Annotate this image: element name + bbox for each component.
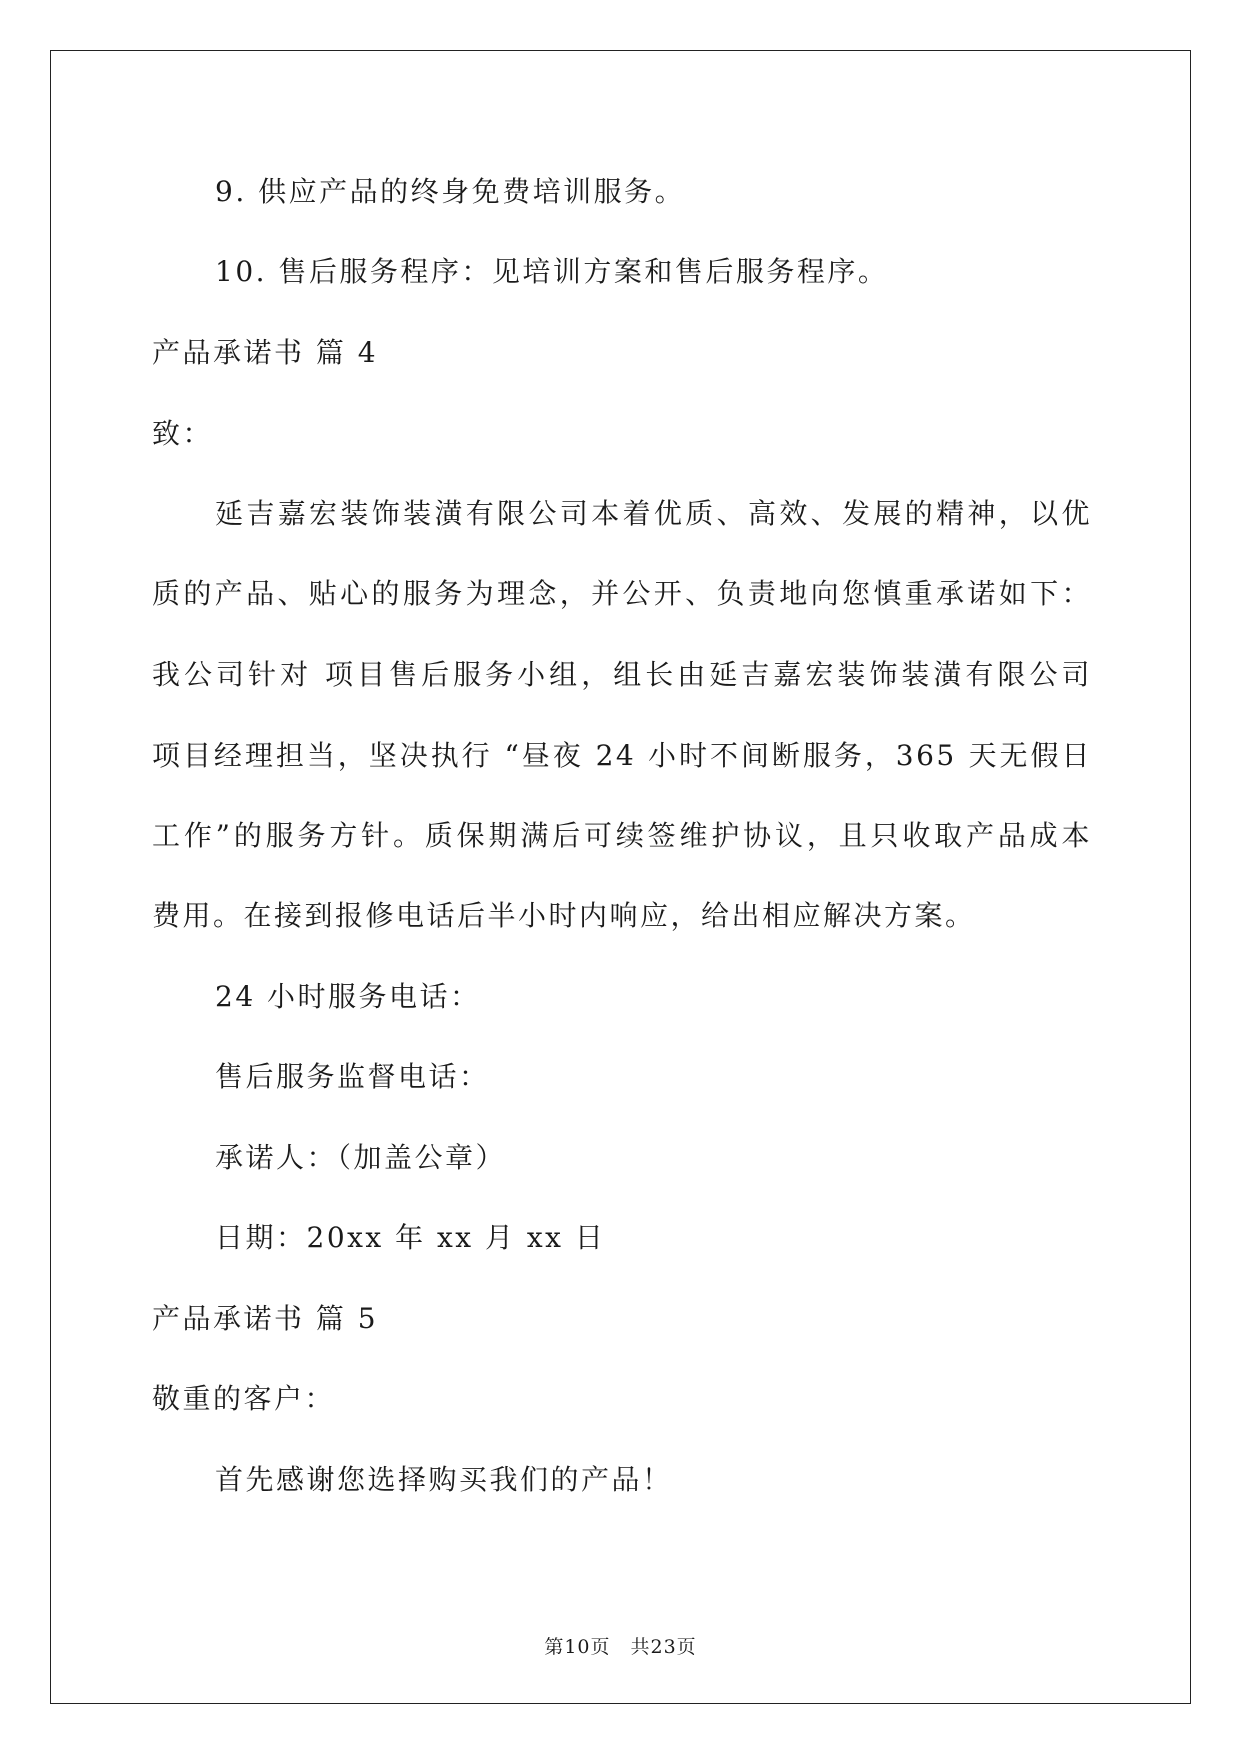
paragraph-line: 项目经理担当，坚决执行 “昼夜 24 小时不间断服务，365 天无假日 [152, 739, 1092, 772]
salutation-5: 敬重的客户： [152, 1382, 336, 1415]
section-heading-5: 产品承诺书 篇 5 [152, 1302, 379, 1335]
supervision-phone: 售后服务监督电话： [215, 1060, 490, 1093]
service-phone: 24 小时服务电话： [215, 980, 481, 1013]
page-total: 共23页 [630, 1636, 697, 1658]
paragraph-line: 工作”的服务方针。质保期满后可续签维护协议，且只收取产品成本 [152, 819, 1092, 852]
salutation-4: 致： [152, 417, 214, 450]
item-9: 9. 供应产品的终身免费培训服务。 [215, 175, 686, 208]
page-footer [0, 1632, 1241, 1659]
item-10: 10. 售后服务程序：见培训方案和售后服务程序。 [215, 255, 889, 288]
paragraph-line: 延吉嘉宏装饰装潢有限公司本着优质、高效、发展的精神，以优 [215, 497, 1092, 530]
paragraph-line: 质的产品、贴心的服务为理念，并公开、负责地向您慎重承诺如下： [152, 577, 1092, 610]
date: 日期：20xx 年 xx 月 xx 日 [215, 1221, 606, 1254]
paragraph-line: 首先感谢您选择购买我们的产品！ [215, 1463, 673, 1496]
page-number: 第10页 [544, 1636, 611, 1658]
promiser: 承诺人：（加盖公章） [215, 1141, 507, 1174]
page-frame [50, 50, 1191, 1704]
section-heading-4: 产品承诺书 篇 4 [152, 336, 379, 369]
paragraph-line: 我公司针对 项目售后服务小组，组长由延吉嘉宏装饰装潢有限公司 [152, 658, 1092, 691]
paragraph-line: 费用。在接到报修电话后半小时内响应，给出相应解决方案。 [152, 899, 976, 932]
